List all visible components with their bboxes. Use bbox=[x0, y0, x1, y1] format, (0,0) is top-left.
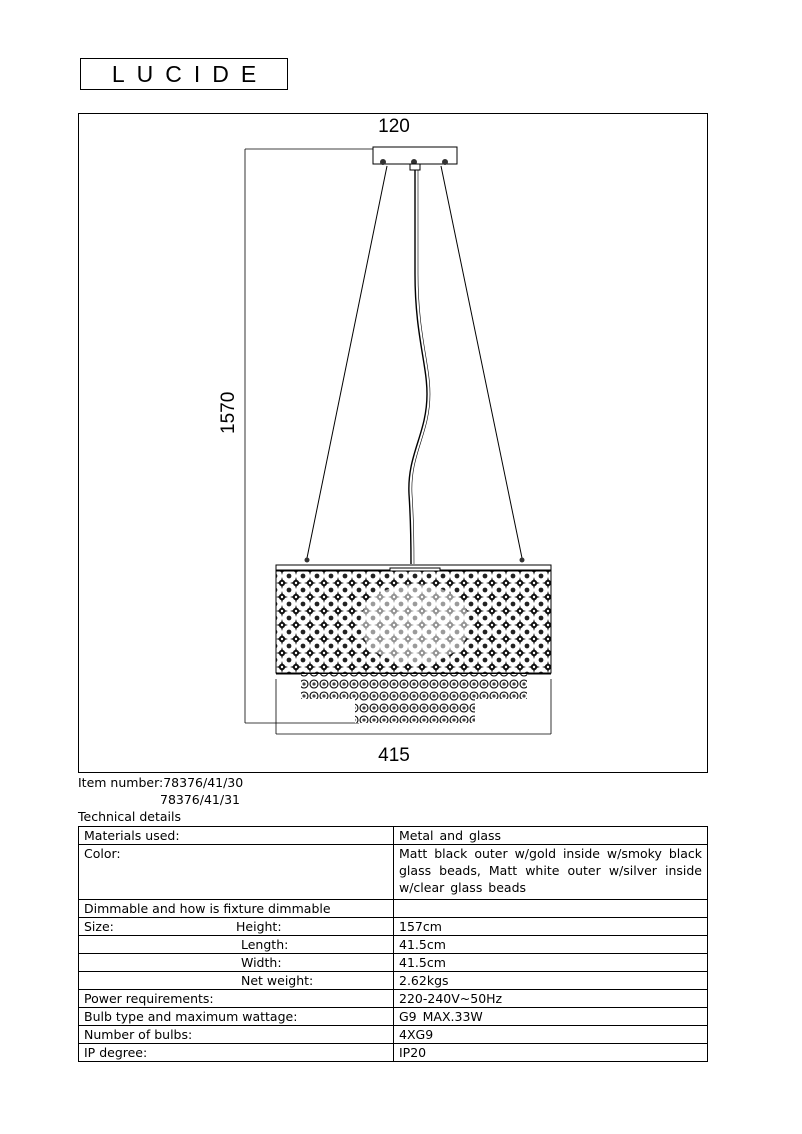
spec-label bbox=[79, 954, 394, 972]
table-row bbox=[79, 900, 708, 918]
spec-value: Metal and glass bbox=[394, 827, 708, 845]
item-number-label: Item number: bbox=[78, 775, 164, 790]
spec-label bbox=[79, 972, 394, 990]
spec-value: G9 MAX.33W bbox=[394, 1008, 708, 1026]
weight-label: Net weight: bbox=[241, 973, 314, 988]
spec-label bbox=[79, 936, 394, 954]
spec-value bbox=[394, 900, 708, 918]
table-row bbox=[79, 954, 708, 972]
brand-logo: LUCIDE bbox=[80, 58, 288, 90]
pendant-lamp-drawing bbox=[79, 114, 709, 774]
width-label: Width: bbox=[241, 955, 282, 970]
suspension-cable-right bbox=[441, 166, 522, 558]
table-row bbox=[79, 1044, 708, 1062]
table-row bbox=[79, 972, 708, 990]
item-number-1: 78376/41/30 bbox=[163, 775, 244, 790]
spec-label: Number of bulbs: bbox=[79, 1026, 394, 1044]
table-row bbox=[79, 936, 708, 954]
table-row bbox=[79, 918, 708, 936]
spec-label: Dimmable and how is fixture dimmable bbox=[79, 900, 394, 918]
spec-label: IP degree: bbox=[79, 1044, 394, 1062]
table-row bbox=[79, 1026, 708, 1044]
table-row bbox=[79, 1008, 708, 1026]
dimension-height: 1570 bbox=[218, 391, 239, 434]
item-number-2: 78376/41/31 bbox=[160, 792, 240, 807]
spec-value: 157cm bbox=[394, 918, 708, 936]
table-row bbox=[79, 827, 708, 845]
dimension-width-top: 120 bbox=[378, 116, 410, 137]
spec-value: 2.62kgs bbox=[394, 972, 708, 990]
table-row bbox=[79, 990, 708, 1008]
spec-label bbox=[79, 918, 394, 936]
table-row bbox=[79, 845, 708, 900]
technical-details-table bbox=[78, 826, 708, 1062]
spec-label: Color: bbox=[79, 845, 394, 900]
item-number-line bbox=[78, 774, 243, 791]
item-info bbox=[78, 774, 243, 825]
spec-label: Power requirements: bbox=[79, 990, 394, 1008]
section-title: Technical details bbox=[78, 809, 182, 824]
glass-bead-fringe-upper bbox=[301, 674, 527, 699]
spec-value: 220-240V~50Hz bbox=[394, 990, 708, 1008]
size-label: Size: bbox=[84, 919, 114, 934]
spec-value: 41.5cm bbox=[394, 954, 708, 972]
length-label: Length: bbox=[241, 937, 289, 952]
glass-bead-fringe-lower bbox=[355, 699, 475, 723]
suspension-cable-left bbox=[307, 166, 387, 558]
spec-value: IP20 bbox=[394, 1044, 708, 1062]
spec-value: Matt black outer w/gold inside w/smoky black glass beads, Matt white outer w/silver inside w/clear glass beads bbox=[394, 845, 708, 900]
spec-value: 4XG9 bbox=[394, 1026, 708, 1044]
dimension-width-bottom: 415 bbox=[378, 745, 410, 766]
spec-value: 41.5cm bbox=[394, 936, 708, 954]
height-label: Height: bbox=[236, 919, 282, 934]
spec-label: Materials used: bbox=[79, 827, 394, 845]
technical-drawing-frame bbox=[78, 113, 708, 773]
spec-label: Bulb type and maximum wattage: bbox=[79, 1008, 394, 1026]
